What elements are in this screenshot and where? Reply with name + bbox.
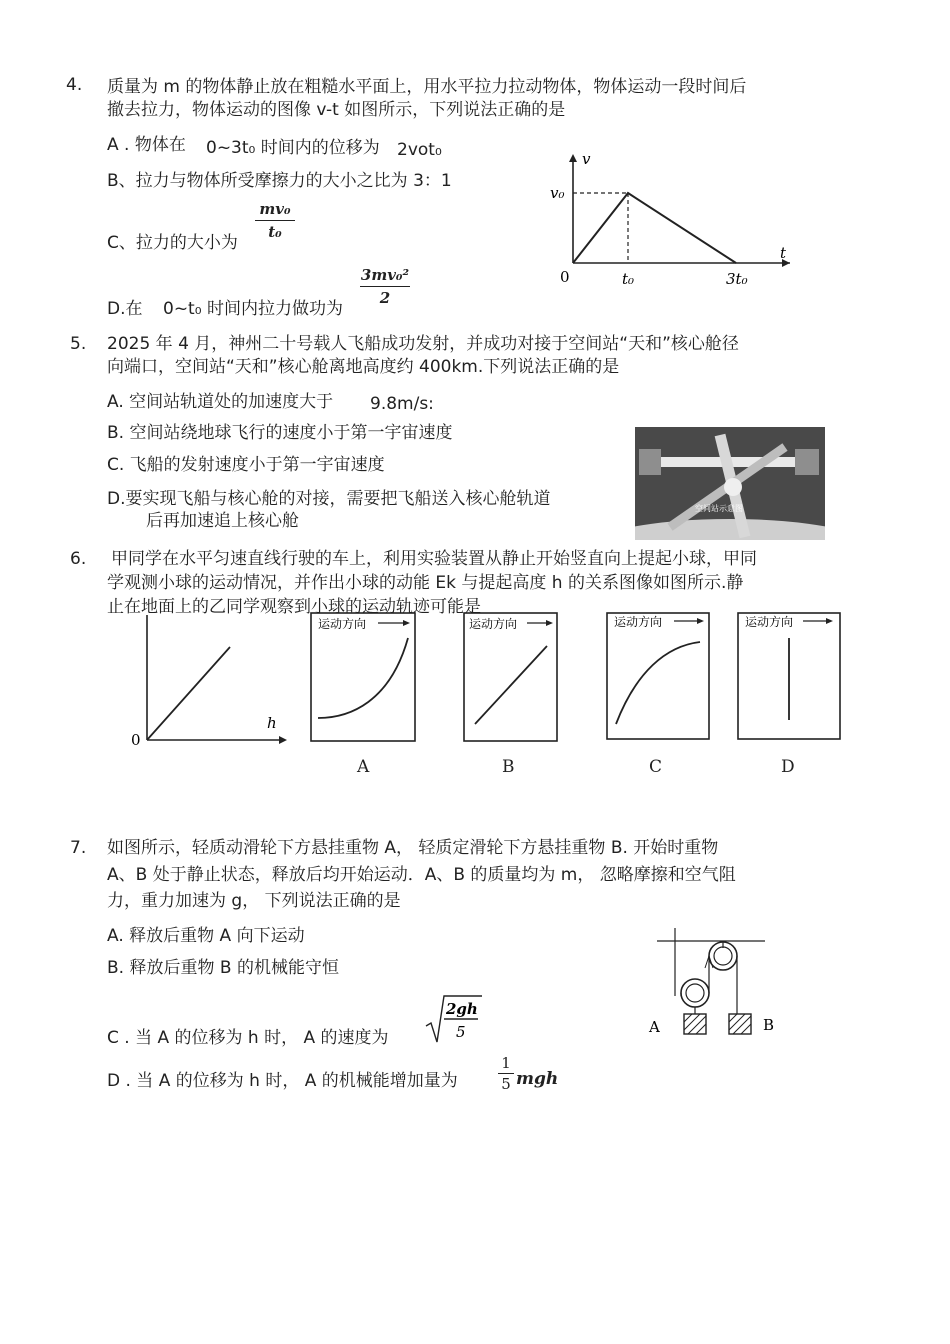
q6-option-b-graph [463,612,558,742]
q4-vt-graph [540,148,800,293]
q6-option-c-graph [606,612,710,740]
q7-number: 7. [70,838,87,858]
q7-option-d: D . 当 A 的位移为 h 时， A 的机械能增加量为 [107,1071,458,1091]
q7-label-b: B [763,1016,775,1034]
q4-graph-origin: 0 [560,268,570,286]
q7-option-d-denominator: 5 [501,1075,511,1093]
q6-label-b: B [502,757,515,777]
photo-caption: 空间站示意图 [695,504,743,513]
q4-option-d-fraction [360,266,410,307]
q5-option-a-text: A. 空间站轨道处的加速度大于 [107,392,334,412]
q7-option-c-sqrt [424,994,484,1046]
q4-graph-xlabel: t [780,244,787,262]
q7-option-b: B. 释放后重物 B 的机械能守恒 [107,958,339,978]
q6-ek-h-graph [125,610,290,755]
space-station-photo [635,427,825,540]
q6-a-direction: 运动方向 [318,617,367,631]
q6-stem-line2: 学观测小球的运动情况，并作出小球的动能 Ek 与提起高度 h 的关系图像如图所示.静 [107,573,744,593]
q5-option-b: B. 空间站绕地球飞行的速度小于第一宇宙速度 [107,423,453,443]
q4-graph-v0: v₀ [550,184,565,202]
q4-option-c-numerator: mv₀ [259,200,291,218]
q4-graph-ylabel: v [582,150,591,168]
q6-a-trajectory [318,638,408,718]
q6-stem-line1: 甲同学在水平匀速直线行驶的车上，利用实验装置从静止开始竖直向上提起小球，甲同 [111,549,757,569]
q6-graph-xlabel: h [267,714,277,732]
q7-option-d-fraction [498,1054,514,1093]
weight-a [684,1014,706,1034]
q7-stem-line2: A、B 处于静止状态，释放后均开始运动．A、B 的质量均为 m， 忽略摩擦和空气阻 [107,865,736,885]
q4-option-a-value: 2vot₀ [397,140,442,160]
q5-number: 5. [70,334,87,354]
q4-option-b: B、拉力与物体所受摩擦力的大小之比为 3：1 [107,171,452,191]
q4-graph-t0: t₀ [622,270,635,288]
q7-label-a: A [649,1018,660,1036]
q7-option-a: A. 释放后重物 A 向下运动 [107,926,305,946]
q6-b-trajectory [475,646,547,724]
weight-b [729,1014,751,1034]
q5-option-a-value: 9.8m/s: [370,394,434,414]
q7-option-c-denominator: 5 [456,1023,466,1041]
q7-option-c: C . 当 A 的位移为 h 时， A 的速度为 [107,1028,389,1048]
q4-stem-line2: 撤去拉力，物体运动的图像 v-t 如图所示，下列说法正确的是 [107,100,566,120]
q6-ek-line [147,647,230,740]
q4-option-c: C、拉力的大小为 [107,233,238,253]
q5-option-d-line2: 后再加速追上核心舱 [146,511,299,531]
q6-b-direction: 运动方向 [469,617,518,631]
q7-stem-line1: 如图所示，轻质动滑轮下方悬挂重物 A， 轻质定滑轮下方悬挂重物 B. 开始时重物 [107,838,719,858]
q6-label-d: D [781,757,795,777]
q6-c-trajectory [616,642,700,724]
q4-number: 4. [66,75,83,95]
q6-label-a: A [357,757,370,777]
movable-pulley [681,979,709,1007]
q5-stem-line1: 2025 年 4 月，神州二十号载人飞船成功发射，并成功对接于空间站“天和”核心舱径 [107,334,739,354]
q4-option-a-text: 0~3t₀ 时间内的位移为 [206,138,380,158]
q6-label-c: C [649,757,663,777]
q4-option-c-fraction [255,200,295,241]
q6-number: 6. [70,549,87,569]
q4-graph-3t0: 3t₀ [726,270,748,288]
q4-option-d-prefix: D.在 [107,299,143,319]
q4-vt-line [573,193,736,263]
q6-option-d-graph [737,612,841,740]
q6-graph-origin: 0 [131,731,141,749]
q6-d-direction: 运动方向 [745,615,794,629]
q7-option-c-numerator: 2gh [446,1000,478,1018]
q7-option-d-numerator: 1 [501,1054,511,1072]
q4-stem-line1: 质量为 m 的物体静止放在粗糙水平面上，用水平拉力拉动物体，物体运动一段时间后 [107,77,747,97]
q7-stem-line3: 力，重力加速为 g， 下列说法正确的是 [107,891,401,911]
q4-option-a-prefix: A . 物体在 [107,135,186,155]
q5-option-d-line1: D.要实现飞船与核心舱的对接，需要把飞船送入核心舱轨道 [107,489,551,509]
q6-c-direction: 运动方向 [614,615,663,629]
q6-stem-line3: 止在地面上的乙同学观察到小球的运动轨迹可能是 [107,597,481,617]
q4-option-c-denominator: t₀ [268,223,282,241]
q6-option-a-graph [310,612,416,742]
q7-pulley-diagram [645,926,785,1041]
q7-option-d-tail: mgh [516,1069,559,1089]
q4-option-d-denominator: 2 [379,289,391,307]
q5-stem-line2: 向端口，空间站“天和”核心舱离地高度约 400km.下列说法正确的是 [107,357,620,377]
q5-option-c: C. 飞船的发射速度小于第一宇宙速度 [107,455,385,475]
q4-option-d-numerator: 3mv₀² [360,266,410,284]
q4-option-d-text: 0~t₀ 时间内拉力做功为 [163,299,343,319]
